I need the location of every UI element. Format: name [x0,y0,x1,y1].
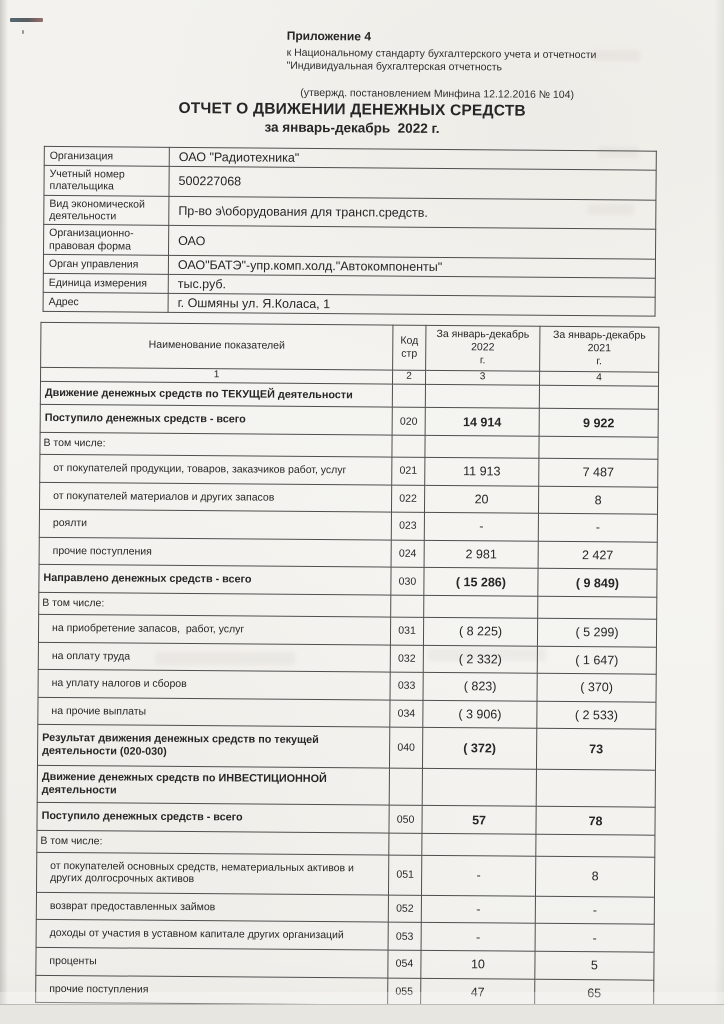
row-value-2021 [538,597,657,620]
header-code-line1: Код [400,334,419,347]
row-value-2021: 73 [536,729,655,771]
row-value-2022: ( 15 286) [424,568,538,597]
row-value-2021 [536,769,655,807]
org-info-label: Вид экономической деятельности [44,195,169,226]
row-code [389,833,422,855]
row-code: 024 [391,540,424,568]
appendix-block [286,29,705,77]
row-value-2022: - [421,923,535,951]
org-info-value: г. Ошмяны ул. Я.Коласа, 1 [168,293,655,316]
org-info-label: Организация [44,146,169,166]
row-value-2021: 9 922 [539,409,658,438]
row-value-2022 [422,769,536,807]
row-value-2022: - [421,895,535,923]
row-value-2021: ( 9 849) [538,569,657,598]
row-value-2022 [422,833,536,855]
table-row [37,766,655,808]
row-name: роялти [39,510,391,540]
column-number-4: 4 [539,371,658,386]
row-value-2021: - [535,924,654,953]
row-code: 023 [391,512,424,540]
document-title: ОТЧЕТ О ДВИЖЕНИИ ДЕНЕЖНЫХ СРЕДСТВ [178,99,526,120]
row-name: возврат предоставленных займов [36,892,388,922]
cash-flow-table [35,322,659,1008]
row-name: Результат движения денежных средств по текущей деятельности (020-030) [37,725,389,769]
table-row [37,725,655,771]
row-code: 021 [392,457,425,485]
row-name: В том числе: [39,593,391,617]
row-name: от покупателей основных средств, нематериальных активов и других долгосрочных активов [36,852,388,895]
org-info-row [44,165,656,200]
column-number-1: 1 [41,367,393,384]
row-value-2021: ( 1 647) [537,646,656,675]
org-info-row [44,225,656,260]
appendix-line-1: к Национальному стандарту бухгалтерского учета и отчетности [286,46,597,61]
row-code: 054 [388,950,421,978]
org-info-row [44,195,656,230]
row-code: 053 [388,923,421,951]
row-value-2022 [425,384,539,409]
row-value-2022: ( 2 332) [423,645,537,673]
row-code [392,384,425,408]
header-2021-line2: г. [596,355,602,368]
row-name: от покупателей продукции, товаров, заказчиков работ, услуг [40,454,392,484]
row-value-2021: 7 487 [539,458,658,487]
row-value-2022: - [421,855,535,896]
row-value-2022: 11 913 [425,457,539,485]
scan-bottom-edge [0,1004,724,1024]
row-value-2021: - [538,513,657,542]
row-value-2021: 78 [536,806,655,835]
row-value-2021: 8 [538,486,657,515]
row-value-2021: 65 [535,979,654,1008]
column-number-3: 3 [425,370,539,385]
row-value-2021: ( 370) [537,673,656,702]
org-info-value: ОАО "Радиотехника" [169,147,656,170]
org-info-label: Учетный номер плательщика [44,165,169,196]
approval-note: (утвержд. постановлением Минфина 12.12.2016 № 104) [300,86,575,101]
row-value-2022 [425,436,539,458]
row-value-2021: 5 [535,951,654,980]
row-name: прочие поступления [39,537,391,567]
row-code: 050 [389,805,422,833]
row-value-2022: 47 [421,978,535,1006]
row-name: В том числе: [37,830,389,854]
row-code [389,768,422,805]
org-info-value: ОАО"БАТЭ"-упр.комп.холд."Автокомпоненты" [168,255,655,278]
appendix-title: Приложение 4 [286,28,372,44]
row-value-2022: 2 981 [424,540,538,568]
row-value-2021 [539,385,658,410]
row-value-2021: 2 427 [538,541,657,570]
row-value-2022: ( 823) [423,672,537,700]
row-code: 055 [388,978,421,1006]
row-value-2022 [424,596,538,618]
row-name: на приобретение запасов, работ, услуг [38,614,390,644]
org-info-label: Единица измерения [43,274,168,294]
row-value-2022: 20 [424,485,538,513]
row-name: Поступило денежных средств - всего [40,405,392,436]
header-period-2022 [426,326,540,371]
row-value-2022: ( 8 225) [423,617,537,645]
row-value-2022: 14 914 [425,408,539,437]
row-code: 032 [390,645,423,673]
row-name: от покупателей материалов и других запасов [39,482,391,512]
row-name: Поступило денежных средств - всего [37,802,389,833]
header-2022-line1: За январь-декабрь 2022 [436,328,530,354]
header-code [393,325,426,370]
row-name: Направлено денежных средств - всего [39,565,391,596]
row-value-2021 [536,834,655,857]
row-name: Движение денежных средств по ТЕКУЩЕЙ деятельности [40,381,392,408]
header-code-line2: стр [401,347,418,360]
row-name: доходы от участия в уставном капитале других организаций [36,920,388,950]
row-value-2022: ( 3 906) [423,700,537,728]
org-info-label: Орган управления [43,255,168,275]
row-code [392,436,425,458]
header-2021-line1: За январь-декабрь 2021 [553,329,646,355]
org-info-value: Пр-во э\оборудования для трансп.средств. [169,196,656,230]
scan-right-edge-shadow [714,0,724,1024]
row-value-2021: ( 2 533) [537,701,656,730]
org-info-value: тыс.руб. [168,274,655,297]
row-code [391,595,424,617]
org-info-value: ОАО [168,226,655,260]
header-2022-line2: г. [479,354,486,367]
org-info-value: 500227068 [169,166,656,200]
row-code: 031 [390,617,423,645]
row-value-2021 [539,437,658,460]
org-info-table-body [43,146,656,316]
org-info-label: Организационно-правовая форма [44,225,169,256]
cash-flow-header-row [41,322,659,371]
header-period-2021 [540,326,659,371]
row-name: проценты [36,947,388,977]
row-name: на оплату труда [38,642,390,672]
row-code: 030 [391,567,424,595]
org-info-table [43,146,657,317]
row-code: 040 [389,727,422,768]
row-value-2021: 8 [535,856,654,897]
header-indicator-name: Наименование показателей [41,322,393,369]
row-code: 033 [390,672,423,700]
row-name: на уплату налогов и сборов [38,669,390,699]
appendix-line-2: "Индивидуальная бухгалтерская отчетность [286,60,503,74]
row-code: 034 [390,700,423,728]
row-value-2021: ( 5 299) [537,618,656,647]
row-value-2022: 57 [422,805,536,834]
row-name: прочие поступления [36,975,388,1005]
row-code: 051 [388,855,421,895]
row-value-2022: 10 [421,950,535,978]
column-number-2: 2 [392,370,425,384]
cash-flow-table-body [36,381,659,1008]
org-info-row [43,293,655,317]
row-code: 022 [391,485,424,513]
row-name: В том числе: [40,433,392,457]
row-name: Движение денежных средств по ИНВЕСТИЦИОННОЙ деятельности [37,766,389,806]
row-value-2022: - [424,513,538,541]
row-name: на прочие выплаты [38,697,390,727]
row-value-2021: - [535,896,654,925]
row-value-2022: ( 372) [422,728,536,770]
org-info-label: Адрес [43,293,168,313]
table-row [36,852,654,897]
document-subtitle: за январь-декабрь 2022 г. [264,119,440,136]
row-code: 052 [388,895,421,923]
row-code: 020 [392,408,425,436]
